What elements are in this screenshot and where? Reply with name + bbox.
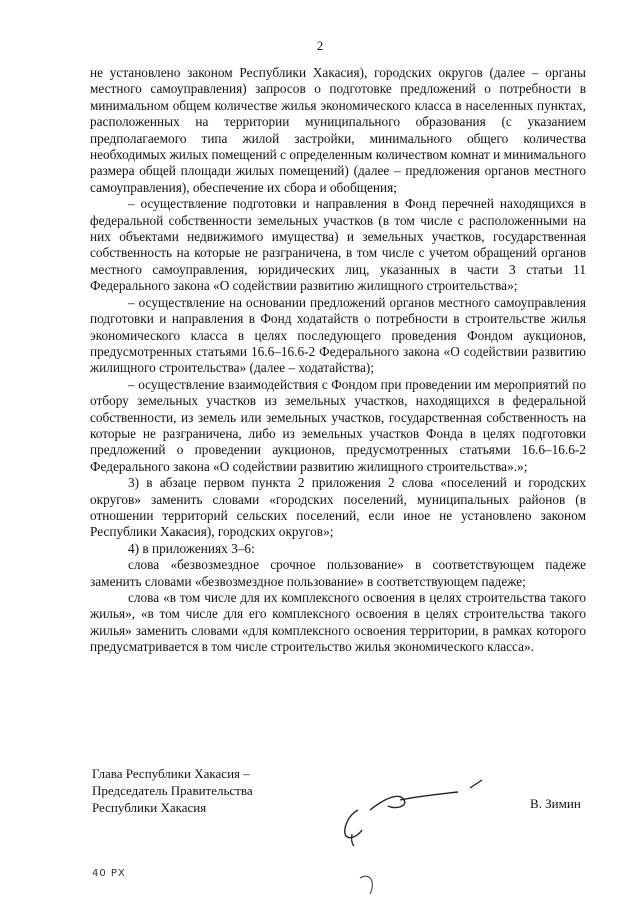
page-number: 2	[316, 38, 324, 53]
signatory-title-line-2: Председатель Правительства	[92, 783, 253, 798]
paragraph-4: – осуществление взаимодействия с Фондом при проведении им мероприятий по отбору земельных участков из земельных участков, находящихся в федеральной собственности, из земель или земельных участков, государственная собственность на которые не разграничена, либо из земельных участков Фонда в целях подготовки предложений о проведении аукционов, предусмотренных статьями 16.6–16.6-2 Федерального закона «О содействии развитию жилищного строительства».»;	[90, 376, 586, 474]
signatory-title	[92, 765, 253, 816]
paragraph-1: не установлено законом Республики Хакасия), городских округов (далее – органы местного самоуправления) запросов о подготовке предложений о потребности в минимальном общем количестве жилья экономического класса в населенных пунктах, расположенных на территории муниципального образования (с указанием предполагаемого типа жилой застройки, минимального общего количества необходимых жилых помещений с определенным количеством комнат и минимального размера общей площади жилых помещений) (далее – предложения органов местного самоуправления), обеспечение их сбора и обобщения;	[90, 65, 586, 195]
paragraph-3: – осуществление на основании предложений органов местного самоуправления подготовки и направления в Фонд ходатайств о потребности в строительстве жилья экономического класса в целях последующего проведения Фондом аукционов, предусмотренных статьями 16.6–16.6-2 Федерального закона «О содействии развитию жилищного строительства» (далее – ходатайства);	[90, 294, 586, 376]
document-body	[90, 65, 586, 656]
signatory-title-line-1: Глава Республики Хакасия –	[92, 766, 250, 781]
paragraph-7: слова «безвозмездное срочное пользование» в соответствующем падеже заменить словами «безвозмездное пользование» в соответствующем падеже;	[90, 557, 586, 589]
paragraph-5: 3) в абзаце первом пункта 2 приложения 2 слова «поселений и городских округов» заменить словами «городских поселений, муниципальных районов (в отношении территорий сельских поселений, если иное не установлено законом Республики Хакасия), городских округов»;	[90, 475, 586, 540]
signatory-title-line-3: Республики Хакасия	[92, 800, 207, 815]
footer-mark: 40 РХ	[92, 868, 126, 879]
paragraph-2: – осуществление подготовки и направления в Фонд перечней находящихся в федеральной собственности земельных участков (в том числе с расположенными на них объектами недвижимого имущества) и земельных участков, государственная собственность на которые не разграничена, в том числе с учетом обращений органов местного самоуправления, юридических лиц, указанных в части 3 статьи 11 Федерального закона «О содействии развитию жилищного строительства»;	[90, 196, 586, 294]
paragraph-6: 4) в приложениях 3–6:	[128, 540, 255, 556]
signatory-name: В. Зимин	[530, 796, 581, 811]
paragraph-8: слова «в том числе для их комплексного освоения в целях строительства такого жилья», «в том числе для его комплексного освоения в целях строительства такого жилья» заменить словами «для комплексного освоения территории, в рамках которого предусматривается в том числе строительство жилья экономического класса».	[90, 590, 586, 655]
handwritten-signature	[330, 770, 500, 900]
